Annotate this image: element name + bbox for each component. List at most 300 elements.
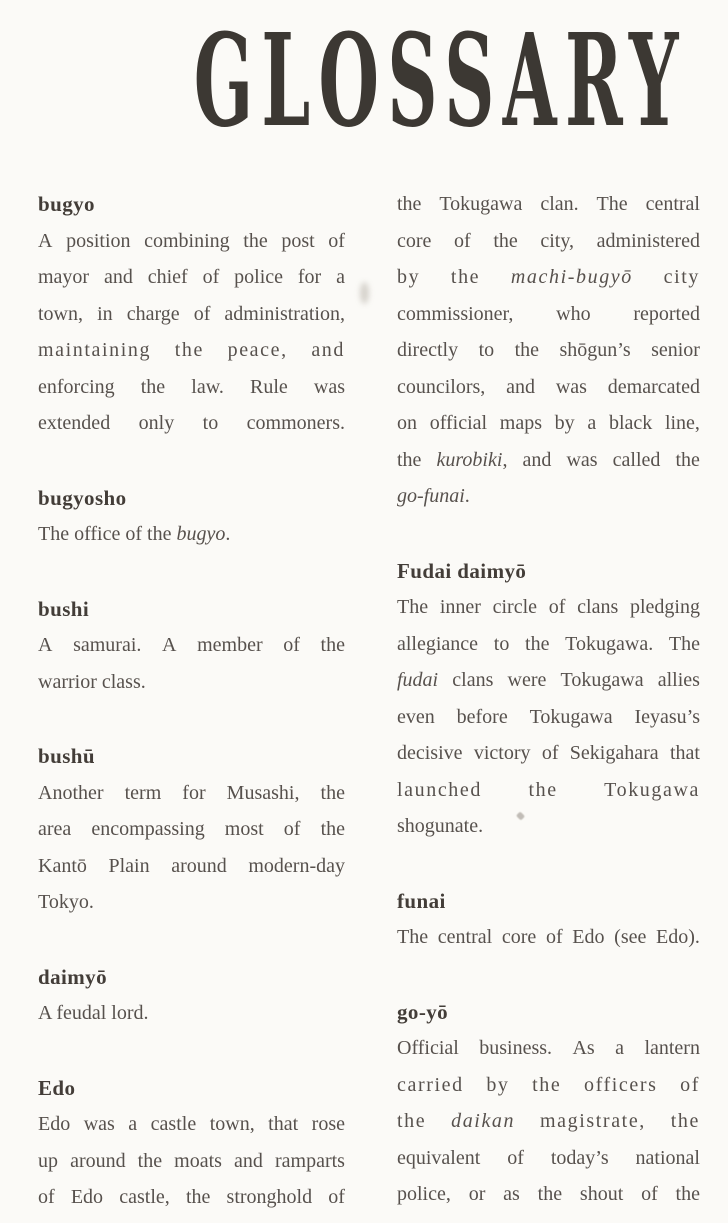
text-segment: shōgun’s [559,339,631,361]
word [182,775,205,812]
word [566,442,597,479]
word [186,1179,210,1216]
glossary-column-left [38,186,345,1216]
text-segment: by [397,266,421,288]
word [66,223,130,260]
text-segment: of [507,1146,524,1169]
word [671,1103,700,1140]
word [454,223,471,260]
definition-line [397,919,700,956]
word [38,1143,58,1180]
word [532,1067,561,1104]
text-segment: inner [439,596,481,618]
definition-line [397,405,700,442]
text-segment: a [128,1113,138,1135]
text-segment: and [103,266,133,288]
text-segment: Official [397,1037,459,1059]
word [530,699,613,736]
word [128,1106,137,1143]
glossary-term: go-yō [397,999,449,1024]
glossary-entry [38,1070,345,1216]
text-segment: today’s [550,1146,609,1169]
word [500,405,542,442]
text-segment: Tokugawa [439,193,523,215]
text-segment: of [548,596,566,618]
text-segment: and [234,1149,263,1172]
word [197,627,263,664]
scan-smudge-artifact [360,282,369,304]
word [397,1030,459,1067]
word [551,1140,609,1177]
word [507,1140,524,1177]
word [608,369,700,406]
text-segment: was [555,375,587,398]
word [175,332,204,369]
definition-line [38,223,345,260]
text-segment: the [675,448,700,471]
definition-line [38,405,345,442]
text-segment: of [454,229,471,252]
text-segment: Edo [38,1113,71,1135]
definition-line [397,369,700,406]
word [669,626,700,663]
text-segment: Musashi, [226,781,300,804]
text-segment: or [468,1183,486,1205]
text-segment: the [675,1183,700,1205]
text-segment: the [397,193,422,215]
word [511,259,633,296]
text-segment: A feudal lord. [38,1002,149,1024]
text-segment: of [38,1186,55,1208]
definition-line [397,442,700,479]
word [336,259,345,296]
word [615,1030,624,1067]
text-segment: and [506,375,536,398]
text-segment: Tokugawa. [565,632,654,655]
text-segment: stronghold [226,1186,313,1208]
word [609,405,652,442]
text-segment: maps [499,412,542,434]
word [397,405,417,442]
text-segment: national [635,1146,700,1169]
text-segment: to [478,339,495,361]
text-segment: commoners. [246,412,345,434]
word [597,223,700,260]
text-segment: around [70,1149,126,1172]
word [108,848,149,885]
text-segment: core [397,229,432,252]
word [646,186,700,223]
word [397,662,438,699]
glossary-term: bushū [38,744,95,768]
text-segment: As [572,1037,595,1059]
text-segment: samurai. [73,634,142,656]
text-segment: in [97,302,113,325]
word [38,627,52,664]
definition-line [38,775,345,812]
text-segment: the [174,339,204,361]
text-segment: the [528,778,558,801]
word [584,1067,658,1104]
word [38,296,83,333]
word [540,1103,646,1140]
word [440,589,481,626]
text-segment: of [545,926,563,948]
text-segment: A [38,229,53,252]
definition-line [397,478,700,515]
word [314,369,345,406]
word [174,1143,222,1180]
word [203,259,220,296]
text-segment: A [38,634,53,656]
word [397,626,478,663]
text-segment: extended [38,412,111,434]
word [397,442,421,479]
text-segment: for [182,781,206,804]
word [549,589,566,626]
word [397,735,463,772]
word [38,223,52,260]
word [680,1067,700,1104]
definition-line [38,627,345,664]
word [451,1103,515,1140]
text-segment: Tokugawa [529,705,613,728]
page-title: GLOSSARY [193,6,687,157]
text-segment: for [297,266,322,288]
text-segment: , [502,448,508,471]
text-segment: The [596,193,628,215]
glossary-column-right [397,186,700,1213]
word [538,1176,562,1213]
text-segment: encompassing [91,818,205,840]
text-segment: Ieyasu’s [634,705,700,728]
definition-line [397,1140,700,1177]
text-segment: reported [633,302,700,325]
word [560,332,631,369]
text-segment: mayor [38,266,90,288]
text-segment: Tokyo. [38,891,94,913]
word [676,1176,700,1213]
word [479,332,495,369]
definition-line [397,626,700,663]
text-segment: machi-bugyō [510,266,633,288]
text-segment: The [397,926,429,948]
word [225,811,264,848]
word [630,589,700,626]
definition-line [38,884,345,921]
text-segment: a [336,266,345,288]
text-segment: position [66,229,131,252]
word [397,259,420,296]
word [452,662,493,699]
text-segment: by [554,412,575,434]
word [328,223,345,260]
text-segment: the [320,781,345,804]
definition-line [38,1179,345,1216]
word [644,1030,700,1067]
text-segment: administration, [224,302,345,325]
text-segment: to [493,632,510,655]
word [493,589,537,626]
definition-line [397,296,700,333]
text-segment: modern-day [248,854,345,877]
text-segment: the [670,1110,700,1132]
glossary-entry [397,883,700,956]
word [227,775,300,812]
definition-line [38,1143,345,1180]
word [275,1143,345,1180]
text-segment: the [514,339,540,361]
word [565,626,653,663]
text-segment: launched [397,778,482,801]
text-segment: police [234,266,284,288]
glossary-term: Fudai daimyō [397,558,527,583]
word [38,369,115,406]
text-segment: Kantō [38,854,87,877]
text-segment: the [243,229,268,252]
text-segment: carried [397,1073,464,1096]
word [651,332,700,369]
word [486,1067,509,1104]
word [283,627,300,664]
word [656,919,700,956]
text-segment: . [464,485,470,507]
word [469,1176,486,1213]
text-segment: allies [657,669,700,691]
word [508,662,547,699]
word [604,772,700,809]
word [494,626,510,663]
text-segment: of [193,302,211,325]
word [194,296,211,333]
text-segment: that [268,1113,299,1135]
text-segment: Edo [572,926,605,948]
text-segment: officers [583,1073,658,1096]
definition-line [397,186,700,223]
definition-line [397,772,700,809]
word [312,1106,345,1143]
text-segment: were [507,669,547,691]
text-segment: clans [577,596,619,618]
word [234,259,283,296]
word [479,1030,552,1067]
text-segment: around [171,854,227,877]
word [38,775,104,812]
word [70,1143,126,1180]
text-segment: daikan [451,1110,516,1132]
text-segment: bugyo [176,523,226,545]
definition-line [38,995,345,1032]
text-segment: The [397,596,429,618]
text-segment: of [283,634,300,656]
word [670,735,700,772]
text-segment: core [501,926,537,948]
word [572,919,604,956]
word [268,1106,298,1143]
text-segment: was [83,1113,115,1135]
text-segment: directly [397,339,459,361]
text-segment: . [225,523,231,545]
text-segment: that [669,742,700,764]
word [397,332,458,369]
text-segment: clan. [540,193,579,215]
text-segment: administered [596,229,700,252]
text-segment: who [556,302,591,325]
definition-line [38,259,345,296]
text-segment: combining [144,229,230,252]
glossary-term: daimyō [38,964,108,989]
word [540,186,578,223]
text-segment: the [532,1073,562,1096]
definition-line [38,848,345,885]
definition-line [397,1030,700,1067]
text-segment: up [38,1149,58,1172]
word [138,1143,162,1180]
text-segment: the [525,632,550,655]
word [397,1140,480,1177]
word [119,1179,170,1216]
text-segment: Plain [108,854,150,877]
text-segment: (see [614,926,647,948]
glossary-entry [397,553,700,845]
word [38,259,89,296]
word [284,811,301,848]
text-segment: of [328,229,345,252]
word [191,369,224,406]
text-segment: the [185,1186,211,1208]
glossary-entry [38,186,345,442]
word [451,259,480,296]
glossary-entry [38,959,345,1032]
word [91,811,204,848]
glossary-term: bugyo [38,192,95,216]
word [171,848,227,885]
text-segment: city, [540,229,575,252]
text-segment: magistrate, [540,1110,646,1132]
text-segment: the [320,634,345,656]
word [224,296,345,333]
text-segment: of [283,818,301,840]
text-segment: even [397,705,435,728]
glossary-term: bushi [38,596,90,621]
text-segment: town, [209,1113,255,1135]
text-segment: Tokugawa [604,778,700,801]
text-segment: Another [38,781,104,804]
definition-line [397,1103,700,1140]
word [587,405,596,442]
text-segment: of [680,1073,700,1096]
word [658,662,700,699]
title-band [0,6,728,157]
glossary-term: Edo [38,1075,76,1100]
text-segment: Edo [70,1186,104,1208]
text-segment: lantern [644,1037,700,1059]
text-segment: and [311,339,345,361]
text-segment: councilors, [397,375,486,398]
word [515,332,539,369]
text-segment: kurobiki [436,448,503,471]
text-segment: the [320,818,345,840]
word [577,589,618,626]
word [151,1106,197,1143]
text-segment: on [397,412,417,434]
word [104,259,133,296]
text-segment: the [537,1183,563,1205]
word [247,405,345,442]
glossary-entry [397,994,700,1213]
word [580,1176,623,1213]
text-segment: the [450,266,481,288]
text-segment: A [162,634,177,656]
word [38,405,110,442]
word [633,296,700,333]
word [397,589,428,626]
text-segment: town, [38,302,83,325]
word [321,775,345,812]
word [397,369,485,406]
text-segment: equivalent [397,1146,481,1169]
text-segment: area [38,818,72,840]
word [234,1143,263,1180]
word [298,259,321,296]
word [555,405,575,442]
text-segment: the [397,448,422,471]
glossary-entry [397,186,700,515]
word [281,223,314,260]
text-segment: of [641,1183,658,1205]
word [321,811,345,848]
word [503,1176,520,1213]
word [38,332,151,369]
text-segment: peace, [227,339,288,361]
text-segment: the [140,375,166,398]
definition-line [38,332,345,369]
word [141,369,165,406]
text-segment: black [608,412,653,434]
word [397,772,482,809]
glossary-entry [38,738,345,921]
word [397,186,421,223]
word [397,699,435,736]
text-segment: go-funai [397,485,465,507]
word [437,442,508,479]
text-segment: of [328,1186,345,1208]
definition-line [397,1176,700,1213]
word [228,332,288,369]
text-segment: warrior class. [38,670,146,693]
text-segment: senior [651,339,700,361]
definition-line [38,811,345,848]
definition-line [397,699,700,736]
definition-line [38,296,345,333]
word [430,405,487,442]
word [38,1179,55,1216]
word [676,442,700,479]
word [248,848,345,885]
word [614,919,646,956]
word [561,662,644,699]
word [641,1176,658,1213]
word [597,186,628,223]
text-segment: rose [311,1113,345,1135]
text-segment: law. [191,375,224,398]
word [38,811,71,848]
definition-line [397,662,700,699]
word [523,442,552,479]
word [570,735,659,772]
word [664,259,700,296]
text-segment: ramparts [274,1149,345,1172]
